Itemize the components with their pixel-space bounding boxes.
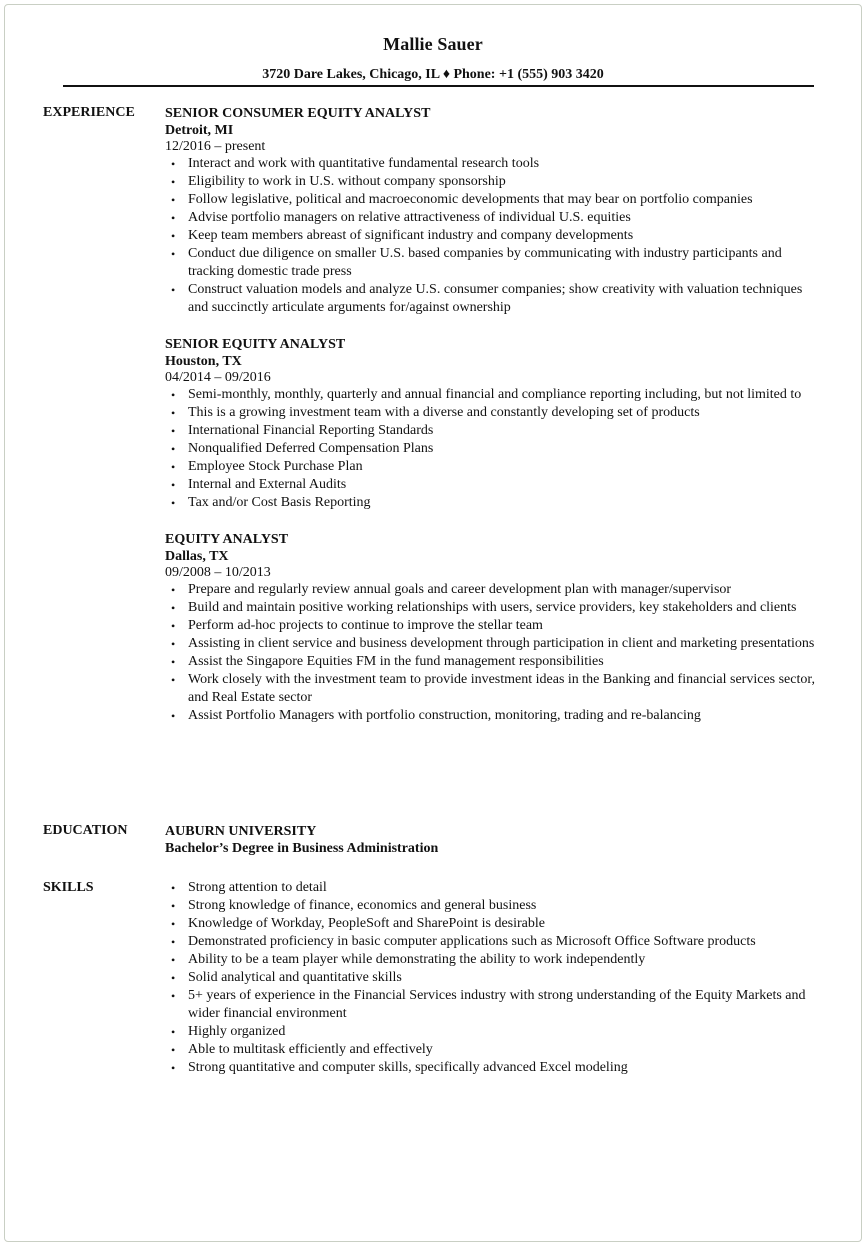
bullet-icon: • xyxy=(171,460,176,474)
list-item: • Conduct due diligence on smaller U.S. based companies by communicating with industry participants and tracking domestic trade press xyxy=(171,246,782,279)
list-item: • Build and maintain positive working relationships with users, service providers, key stakeholders and clients xyxy=(171,600,797,615)
list-item: • Ability to be a team player while demonstrating the ability to work independently xyxy=(171,952,646,967)
bullet-icon: • xyxy=(171,175,176,189)
bullet-icon: • xyxy=(171,193,176,207)
contact-line: 3720 Dare Lakes, Chicago, IL ♦ Phone: +1 (555) 903 3420 xyxy=(262,67,604,82)
job-dates: 12/2016 – present xyxy=(165,139,266,154)
bullet-icon: • xyxy=(171,619,176,633)
header-divider xyxy=(63,85,814,87)
list-item: • Follow legislative, political and macroeconomic developments that may bear on portfolio companies xyxy=(171,192,753,207)
list-item: • Employee Stock Purchase Plan xyxy=(171,459,363,474)
list-item: • Able to multitask efficiently and effectively xyxy=(171,1042,433,1057)
bullet-icon: • xyxy=(171,406,176,420)
degree-name: Bachelor’s Degree in Business Administration xyxy=(165,841,439,856)
list-item: • Prepare and regularly review annual goals and career development plan with manager/supervisor xyxy=(171,582,732,597)
job-location: Detroit, MI xyxy=(165,123,234,138)
job-location: Dallas, TX xyxy=(165,549,229,564)
bullet-icon: • xyxy=(171,601,176,615)
job-dates: 09/2008 – 10/2013 xyxy=(165,565,271,580)
bullet-icon: • xyxy=(171,917,176,931)
bullet-icon: • xyxy=(171,971,176,985)
candidate-name: Mallie Sauer xyxy=(383,34,483,54)
bullet-icon: • xyxy=(171,935,176,949)
skills-list xyxy=(165,879,825,1077)
bullet-icon: • xyxy=(171,496,176,510)
job-title: EQUITY ANALYST xyxy=(165,532,289,547)
list-item: • Internal and External Audits xyxy=(171,477,347,492)
list-item: • Construct valuation models and analyze U.S. consumer companies; show creativity with valuation techniques and succinctly articulate arguments for/against ownership xyxy=(171,282,803,315)
bullet-icon: • xyxy=(171,655,176,669)
list-item: • This is a growing investment team with a diverse and constantly developing set of products xyxy=(171,405,700,420)
bullet-icon: • xyxy=(171,1025,176,1039)
bullet-icon: • xyxy=(171,1043,176,1057)
bullet-icon: • xyxy=(171,478,176,492)
skills-bullets xyxy=(165,879,825,1077)
bullet-icon: • xyxy=(171,283,176,297)
list-item: • Work closely with the investment team to provide investment ideas in the Banking and financial services sector, and Real Estate sector xyxy=(171,672,815,705)
list-item: • Assist the Singapore Equities FM in the fund management responsibilities xyxy=(171,654,604,669)
job-entry xyxy=(165,335,825,512)
bullet-icon: • xyxy=(171,637,176,651)
job-bullets xyxy=(165,386,825,512)
job-bullets xyxy=(165,581,825,725)
list-item: • Assist Portfolio Managers with portfolio construction, monitoring, trading and re-balancing xyxy=(171,708,701,723)
bullet-icon: • xyxy=(171,211,176,225)
school-name: AUBURN UNIVERSITY xyxy=(165,824,317,839)
bullet-icon: • xyxy=(171,247,176,261)
section-label-experience: EXPERIENCE xyxy=(43,105,135,120)
list-item: • Advise portfolio managers on relative attractiveness of individual U.S. equities xyxy=(171,210,631,225)
list-item: • Strong quantitative and computer skills, specifically advanced Excel modeling xyxy=(171,1060,628,1075)
bullet-icon: • xyxy=(171,673,176,687)
bullet-icon: • xyxy=(171,1061,176,1075)
job-title: SENIOR CONSUMER EQUITY ANALYST xyxy=(165,106,431,121)
bullet-icon: • xyxy=(171,709,176,723)
list-item: • Semi-monthly, monthly, quarterly and annual financial and compliance reporting including, but not limited to xyxy=(171,387,802,402)
job-location: Houston, TX xyxy=(165,354,242,369)
education-entry xyxy=(165,822,825,857)
bullet-icon: • xyxy=(171,424,176,438)
section-label-skills: SKILLS xyxy=(43,880,94,895)
list-item: • Interact and work with quantitative fundamental research tools xyxy=(171,156,540,171)
list-item: • Nonqualified Deferred Compensation Plans xyxy=(171,441,434,456)
section-label-education: EDUCATION xyxy=(43,823,128,838)
list-item: • International Financial Reporting Standards xyxy=(171,423,434,438)
bullet-icon: • xyxy=(171,881,176,895)
list-item: • Perform ad-hoc projects to continue to improve the stellar team xyxy=(171,618,543,633)
list-item: • Tax and/or Cost Basis Reporting xyxy=(171,495,371,510)
list-item: • Keep team members abreast of significant industry and company developments xyxy=(171,228,634,243)
list-item: • Strong attention to detail xyxy=(171,880,327,895)
bullet-icon: • xyxy=(171,583,176,597)
job-entry xyxy=(165,530,825,725)
bullet-icon: • xyxy=(171,442,176,456)
list-item: • Highly organized xyxy=(171,1024,286,1039)
list-item: • Knowledge of Workday, PeopleSoft and SharePoint is desirable xyxy=(171,916,545,931)
bullet-icon: • xyxy=(171,157,176,171)
bullet-icon: • xyxy=(171,953,176,967)
job-title: SENIOR EQUITY ANALYST xyxy=(165,337,346,352)
bullet-icon: • xyxy=(171,229,176,243)
list-item: • Assisting in client service and business development through participation in client and marketing presentations xyxy=(171,636,815,651)
bullet-icon: • xyxy=(171,899,176,913)
list-item: • Strong knowledge of finance, economics and general business xyxy=(171,898,537,913)
bullet-icon: • xyxy=(171,989,176,1003)
list-item: • 5+ years of experience in the Financial Services industry with strong understanding of the Equity Markets and wider financial environment xyxy=(171,988,806,1021)
experience-list xyxy=(165,104,825,743)
list-item: • Solid analytical and quantitative skills xyxy=(171,970,402,985)
resume-page xyxy=(4,4,862,1242)
job-entry xyxy=(165,104,825,317)
job-dates: 04/2014 – 09/2016 xyxy=(165,370,271,385)
bullet-icon: • xyxy=(171,388,176,402)
job-bullets xyxy=(165,155,825,317)
list-item: • Demonstrated proficiency in basic computer applications such as Microsoft Office Software products xyxy=(171,934,756,949)
list-item: • Eligibility to work in U.S. without company sponsorship xyxy=(171,174,506,189)
